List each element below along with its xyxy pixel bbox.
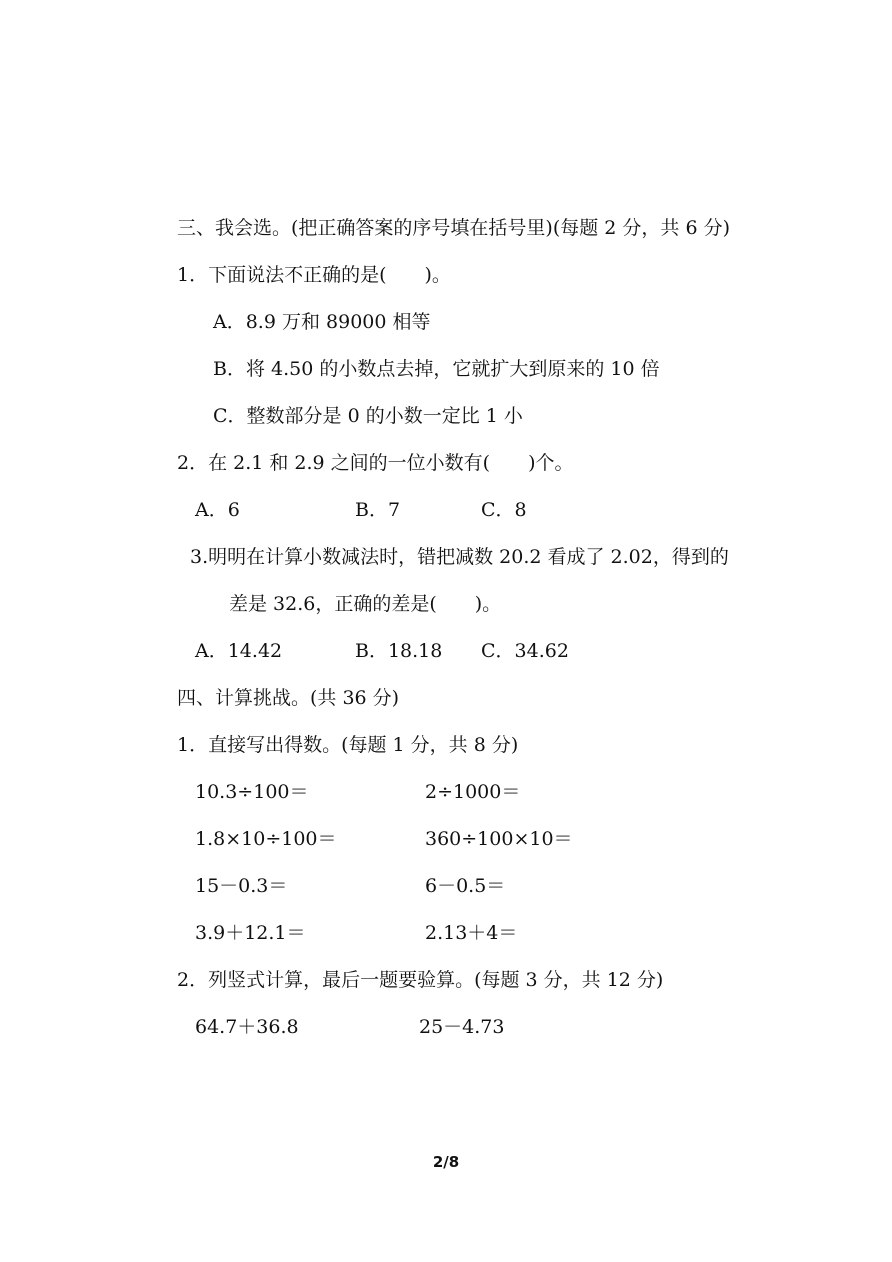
calc-item: 2.13＋4＝ bbox=[425, 922, 518, 944]
section-4-heading: 四、计算挑战。(共 36 分) bbox=[177, 687, 400, 709]
question-3-option-c: C．34.62 bbox=[481, 640, 569, 662]
calc-question-1-stem: 1．直接写出得数。(每题 1 分，共 8 分) bbox=[177, 734, 519, 756]
calc-item: 2÷1000＝ bbox=[425, 781, 521, 803]
question-2-stem: 2．在 2.1 和 2.9 之间的一位小数有( )个。 bbox=[177, 452, 574, 474]
question-3-option-b: B．18.18 bbox=[355, 640, 443, 662]
question-2-option-b: B．7 bbox=[355, 499, 401, 521]
question-3-stem-line-2: 差是 32.6，正确的差是( )。 bbox=[229, 593, 502, 615]
question-1-option-c: C．整数部分是 0 的小数一定比 1 小 bbox=[213, 405, 523, 427]
calc-item: 3.9＋12.1＝ bbox=[195, 922, 306, 944]
calc-item: 1.8×10÷100＝ bbox=[195, 828, 337, 850]
calc-item: 6－0.5＝ bbox=[425, 875, 506, 897]
question-3-option-a: A．14.42 bbox=[195, 640, 283, 662]
calc-item: 360÷100×10＝ bbox=[425, 828, 573, 850]
question-2-option-a: A．6 bbox=[195, 499, 240, 521]
page-number: 2/8 bbox=[432, 1153, 460, 1171]
vertical-calc-item: 64.7＋36.8 bbox=[195, 1016, 299, 1038]
question-1-stem: 1．下面说法不正确的是( )。 bbox=[177, 264, 451, 286]
calc-item: 10.3÷100＝ bbox=[195, 781, 309, 803]
question-2-option-c: C．8 bbox=[481, 499, 527, 521]
section-3-heading: 三、我会选。(把正确答案的序号填在括号里)(每题 2 分，共 6 分) bbox=[177, 217, 730, 239]
vertical-calc-item: 25－4.73 bbox=[419, 1016, 505, 1038]
calc-item: 15－0.3＝ bbox=[195, 875, 288, 897]
question-1-option-b: B．将 4.50 的小数点去掉，它就扩大到原来的 10 倍 bbox=[213, 358, 660, 380]
question-1-option-a: A．8.9 万和 89000 相等 bbox=[213, 311, 431, 333]
question-3-stem-line-1: 3.明明在计算小数减法时，错把减数 20.2 看成了 2.02，得到的 bbox=[190, 546, 729, 568]
calc-question-2-stem: 2．列竖式计算，最后一题要验算。(每题 3 分，共 12 分) bbox=[177, 969, 664, 991]
